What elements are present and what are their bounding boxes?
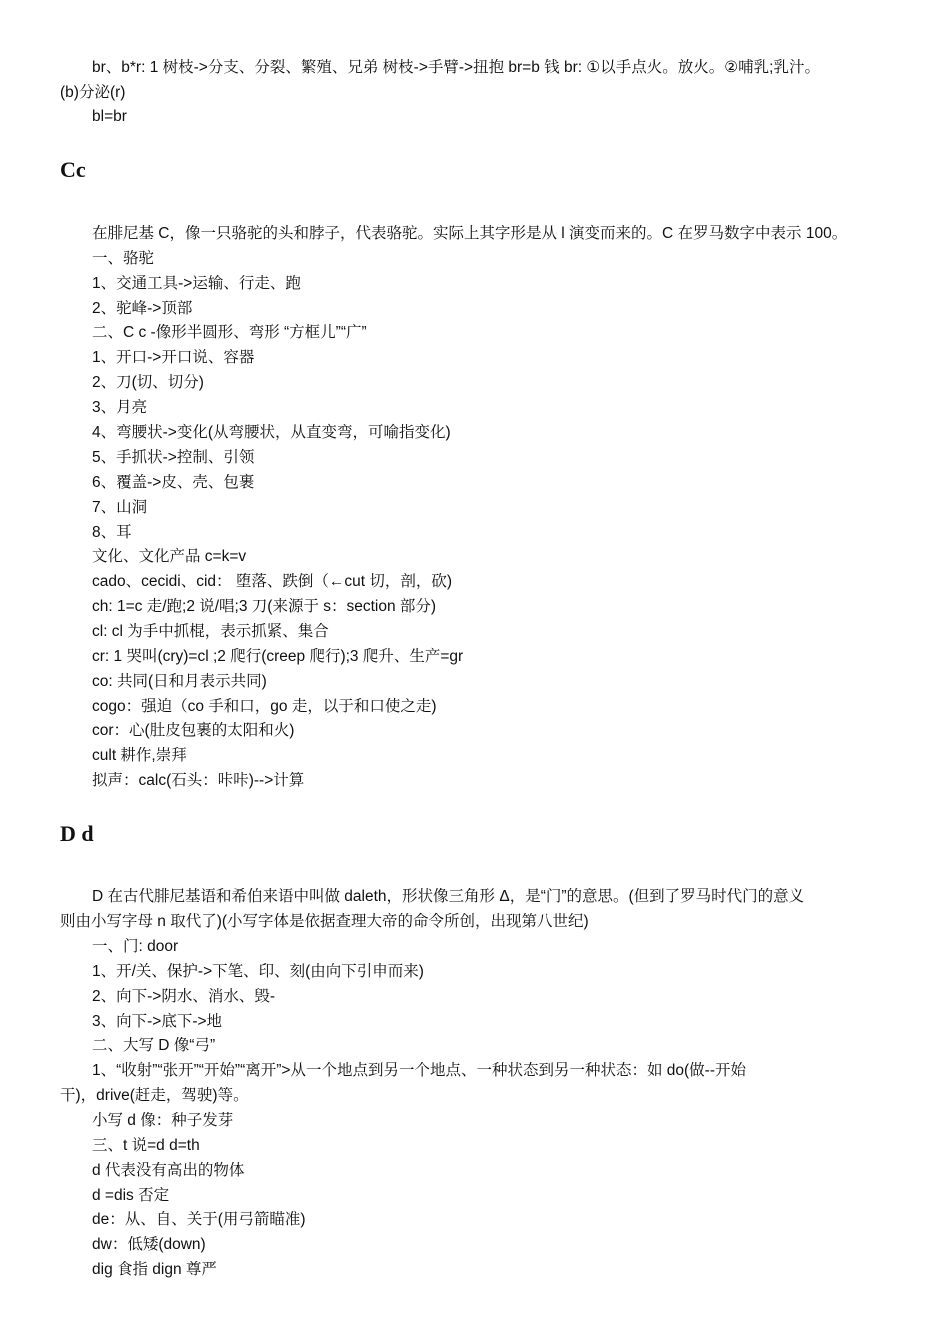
section-c-line: 2、刀(切、切分) — [92, 374, 204, 391]
section-d-line: 二、大写 D 像“弓” — [92, 1037, 216, 1054]
section-c-line: 二、C c -像形半圆形、弯形 “方框儿”“广” — [92, 324, 367, 341]
section-c-line: co: 共同(日和月表示共同) — [92, 673, 267, 690]
section-c-line: 2、驼峰->顶部 — [92, 300, 193, 317]
section-c-line: 6、覆盖->皮、壳、包裹 — [92, 474, 255, 491]
section-c-heading: Cc — [60, 157, 86, 182]
section-c-line: cado、cecidi、cid： 堕落、跌倒（←cut 切，剖，砍) — [92, 573, 453, 590]
section-d-line: d =dis 否定 — [92, 1187, 170, 1204]
section-c-line: ch: 1=c 走/跑;2 说/唱;3 刀(来源于 s：section 部分) — [92, 598, 437, 615]
section-c-line: cogo：强迫（co 手和口，go 走，以于和口使之走) — [92, 698, 437, 715]
section-c-line: 一、骆驼 — [92, 250, 155, 267]
section-c-line: 文化、文化产品 c=k=v — [92, 548, 247, 565]
section-d-heading: D d — [60, 821, 94, 846]
section-c-line: cl: cl 为手中抓棍，表示抓紧、集合 — [92, 623, 329, 640]
section-d-line: 3、向下->底下->地 — [92, 1013, 223, 1030]
section-d-intro-line-1: D 在古代腓尼基语和希伯来语中叫做 daleth，形状像三角形 Δ，是“门”的意思。(但到了罗马时代门的意义 — [92, 888, 805, 905]
section-d-line: 一、门: door — [92, 938, 179, 955]
section-d-line: 三、t 说=d d=th — [92, 1137, 200, 1154]
section-c-line: 3、月亮 — [92, 399, 148, 416]
section-c-line: cr: 1 哭叫(cry)=cl ;2 爬行(creep 爬行);3 爬升、生产=gr — [92, 648, 464, 665]
intro-line-2: (b)分泌(r) — [60, 84, 126, 101]
section-c-line: cor：心(肚皮包裹的太阳和火) — [92, 722, 295, 739]
section-d-intro-line-2: 则由小写字母 n 取代了)(小写字体是依据查理大帝的命令所创，出现第八世纪) — [60, 913, 589, 930]
section-c-line: 1、交通工具->运输、行走、跑 — [92, 275, 301, 292]
section-d-line: dig 食指 dign 尊严 — [92, 1261, 217, 1278]
section-c-line: 1、开口->开口说、容器 — [92, 349, 255, 366]
section-d-bow-line-2: 干)，drive(赶走，驾驶)等。 — [60, 1087, 249, 1104]
section-c-intro: 在腓尼基 C，像一只骆驼的头和脖子，代表骆驼。实际上其字形是从 l 演变而来的。C 在罗马数字中表示 100。 — [92, 225, 848, 242]
section-c-line: 4、弯腰状->变化(从弯腰状，从直变弯，可喻指变化) — [92, 424, 451, 441]
section-c-line: 7、山洞 — [92, 499, 148, 516]
section-c-line: 8、耳 — [92, 524, 132, 541]
section-d-line: 1、开/关、保护->下笔、印、刻(由向下引申而来) — [92, 963, 424, 980]
section-d-line: d 代表没有高出的物体 — [92, 1162, 245, 1179]
section-d-line: 2、向下->阴水、消水、毁- — [92, 988, 275, 1005]
section-d-line: 小写 d 像：种子发芽 — [92, 1112, 234, 1129]
intro-line-1: br、b*r: 1 树枝->分支、分裂、繁殖、兄弟 树枝->手臂->扭抱 br=b 钱 br: ①以手点火。放火。②哺乳;乳汁。 — [92, 59, 820, 76]
section-d-bow-line-1: 1、“收射”“张开”“开始”“离开”>从一个地点到另一个地点、一种状态到另一种状态：如 do(做--开始 — [92, 1062, 746, 1079]
section-c-line: 5、手抓状->控制、引领 — [92, 449, 255, 466]
section-c-line: 拟声：calc(石头：咔咔)-->计算 — [92, 772, 305, 789]
section-d-line: dw：低矮(down) — [92, 1236, 206, 1253]
section-c-line: cult 耕作,崇拜 — [92, 747, 187, 764]
section-d-line: de：从、自、关于(用弓箭瞄准) — [92, 1211, 306, 1228]
intro-line-3: bl=br — [92, 108, 127, 125]
